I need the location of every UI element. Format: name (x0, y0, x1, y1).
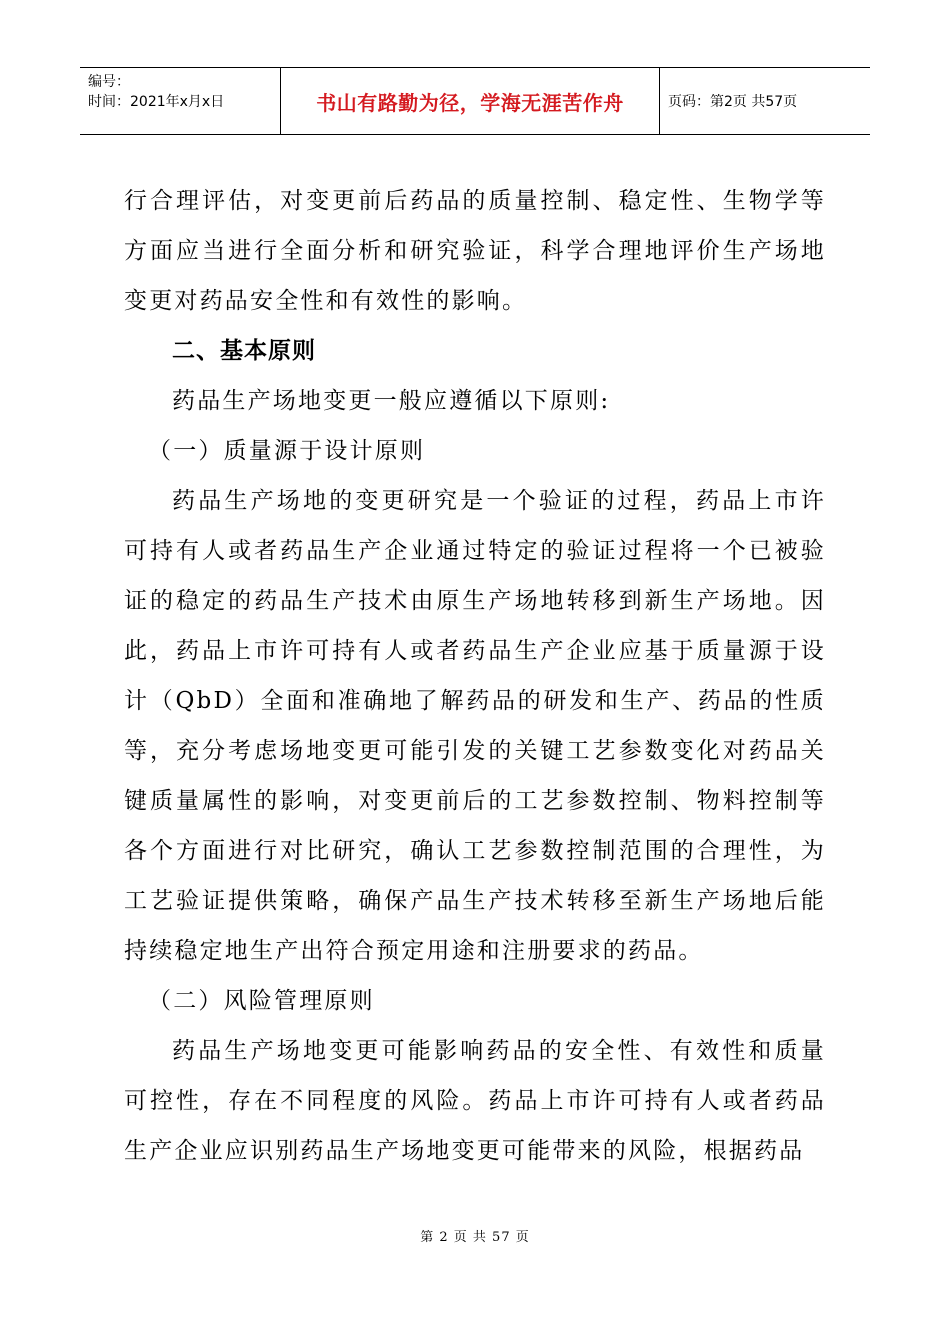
paragraph-continuation: 行合理评估，对变更前后药品的质量控制、稳定性、生物学等方面应当进行全面分析和研究验证，科学合理地评价生产场地变更对药品安全性和有效性的影响。 (124, 188, 826, 314)
document-body (124, 176, 826, 1176)
document-number-label: 编号： (88, 74, 130, 90)
document-time-label: 时间：2021年x月x日 (88, 94, 225, 110)
header-motto: 书山有路勤为径，学海无涯苦作舟 (281, 68, 660, 134)
paragraph-risk-management: 药品生产场地变更可能影响药品的安全性、有效性和质量可控性，存在不同程度的风险。药品上市许可持有人或者药品生产企业应识别药品生产场地变更可能带来的风险，根据药品 (124, 1038, 826, 1164)
paragraph-qbd: 药品生产场地的变更研究是一个验证的过程，药品上市许可持有人或者药品生产企业通过特定的验证过程将一个已被验证的稳定的药品生产技术由原生产场地转移到新生产场地。因此，药品上市许可持有人或者药品生产企业应基于质量源于设计（QbD）全面和准确地了解药品的研发和生产、药品的性质等，充分考虑场地变更可能引发的关键工艺参数变化对药品关键质量属性的影响，对变更前后的工艺参数控制、物料控制等各个方面进行对比研究，确认工艺参数控制范围的合理性，为工艺验证提供策略，确保产品生产技术转移至新生产场地后能持续稳定地生产出符合预定用途和注册要求的药品。 (124, 488, 826, 964)
page-footer: 第 2 页 共 57 页 (420, 1230, 530, 1245)
paragraph-principles-intro: 药品生产场地变更一般应遵循以下原则: (172, 388, 611, 414)
header-meta (80, 68, 281, 134)
header-table (80, 67, 870, 135)
subheading-qbd-principle: （一）质量源于设计原则 (148, 438, 426, 464)
subheading-risk-management: （二）风险管理原则 (148, 988, 375, 1014)
header-page-info: 页码：第2页 共57页 (668, 94, 798, 110)
section-heading-basic-principles: 二、基本原则 (172, 338, 316, 364)
